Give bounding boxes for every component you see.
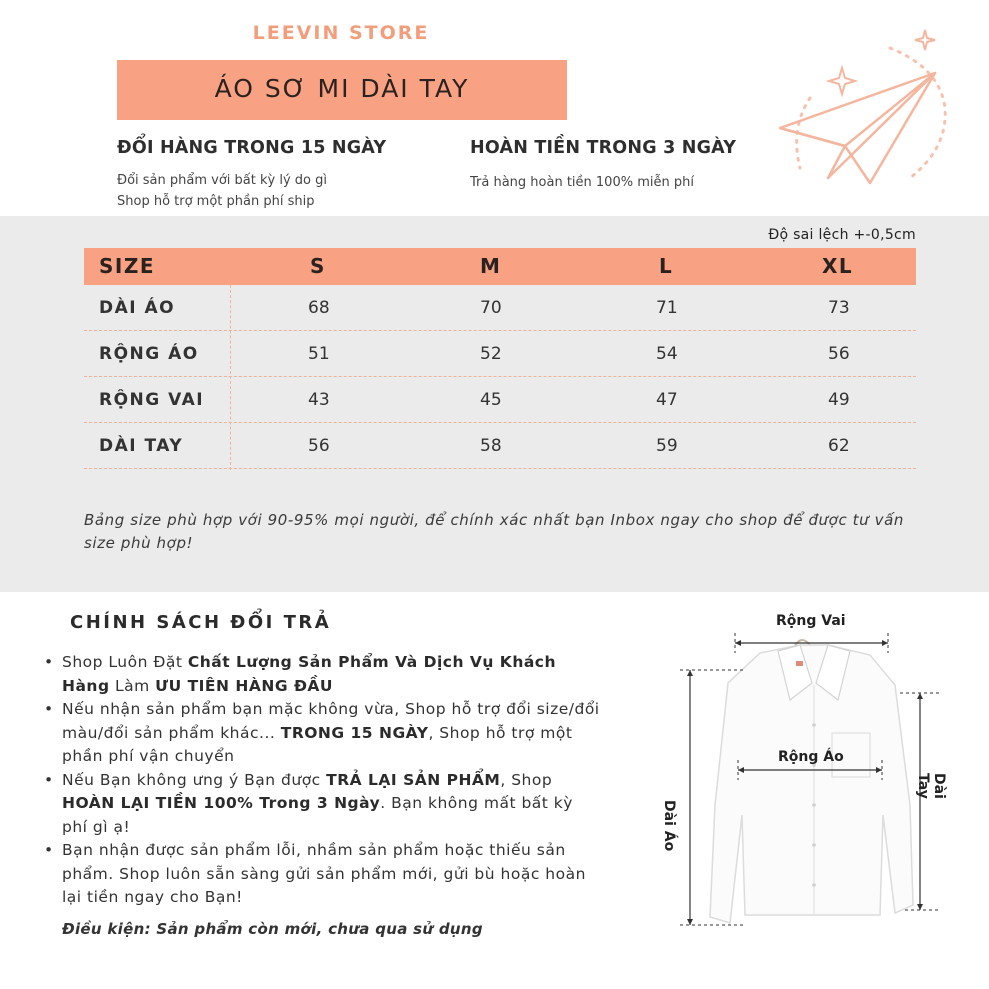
header-s: S [310, 254, 326, 278]
cell: 56 [828, 344, 850, 364]
cell: 70 [480, 298, 502, 318]
header-size: SIZE [99, 254, 156, 278]
exchange-policy-title: ĐỔI HÀNG TRONG 15 NGÀY [117, 138, 387, 158]
cell: 54 [656, 344, 678, 364]
chest-label: Rộng Áo [778, 749, 844, 765]
table-row [84, 331, 916, 377]
exchange-policy-line: Shop hỗ trợ một phần phí ship [117, 194, 315, 209]
text-bold: HOÀN LẠI TIỀN 100% Trong 3 Ngày [62, 794, 381, 812]
row-label: DÀI TAY [99, 436, 184, 456]
return-policy-title: CHÍNH SÁCH ĐỔI TRẢ [70, 612, 332, 633]
column-divider [230, 285, 231, 470]
cell: 68 [308, 298, 330, 318]
paper-plane-icon [770, 28, 970, 208]
cell: 62 [828, 436, 850, 456]
text: . Bạn không mất bất kỳ phí gì ạ! [62, 794, 573, 836]
list-item [62, 769, 602, 840]
list-item [62, 651, 602, 698]
cell: 58 [480, 436, 502, 456]
product-title: ÁO SƠ MI DÀI TAY [214, 74, 470, 103]
text-bold: TRONG 15 NGÀY [280, 723, 429, 742]
shirt-illustration [650, 605, 980, 935]
text: Làm [109, 676, 156, 695]
length-label: Dài Áo [661, 800, 677, 852]
text: Shop Luôn Đặt [62, 653, 188, 671]
exchange-policy-line: Đổi sản phẩm với bất kỳ lý do gì [117, 173, 327, 188]
cell: 45 [480, 390, 502, 410]
text: , Shop [500, 770, 553, 789]
cell: 71 [656, 298, 678, 318]
store-name: LEEVIN STORE [252, 22, 430, 44]
row-label: RỘNG ÁO [99, 344, 199, 364]
size-note: Bảng size phù hợp với 90-95% mọi người, để chính xác nhất bạn Inbox ngay cho shop để được tư vấn size phù hợp! [84, 511, 904, 552]
table-row [84, 423, 916, 469]
cell: 59 [656, 436, 678, 456]
star-icon [915, 30, 935, 50]
sleeve-label: Dài Tay [915, 773, 947, 799]
shirt-measurement-diagram [650, 605, 980, 935]
text-bold: Chất Lượng Sản Phẩm Và Dịch Vụ Khách Hàng [62, 653, 557, 695]
cell: 51 [308, 344, 330, 364]
product-title-banner [117, 60, 567, 120]
size-table [84, 248, 916, 469]
shoulder-label: Rộng Vai [776, 613, 846, 629]
refund-policy-desc [470, 172, 694, 193]
table-row [84, 285, 916, 331]
table-row [84, 377, 916, 423]
cell: 47 [656, 390, 678, 410]
text: , Shop hỗ trợ một phần phí vận chuyển [62, 723, 573, 765]
text: Bạn nhận được sản phẩm lỗi, nhầm sản phẩm hoặc thiếu sản phẩm. Shop luôn sẵn sàng gửi sản phẩm mới, gửi bù hoặc hoàn lại tiền ngay cho Bạn! [62, 841, 586, 906]
return-policy-list [62, 651, 602, 910]
star-icon [829, 68, 855, 94]
row-label: RỘNG VAI [99, 390, 205, 410]
refund-policy-title: HOÀN TIỀN TRONG 3 NGÀY [470, 138, 737, 158]
cell: 52 [480, 344, 502, 364]
header-m: M [480, 254, 502, 278]
list-item [62, 698, 602, 769]
cell: 43 [308, 390, 330, 410]
header-xl: XL [822, 254, 854, 278]
table-header [84, 248, 916, 285]
list-item [62, 839, 602, 910]
text-bold: TRẢ LẠI SẢN PHẨM [326, 770, 501, 789]
cell: 73 [828, 298, 850, 318]
cell: 49 [828, 390, 850, 410]
header-l: L [659, 254, 674, 278]
refund-policy-line: Trả hàng hoàn tiền 100% miễn phí [470, 175, 694, 190]
row-label: DÀI ÁO [99, 298, 176, 318]
exchange-policy-desc [117, 170, 327, 212]
text-bold: ƯU TIÊN HÀNG ĐẦU [155, 676, 334, 695]
text: Nếu nhận sản phẩm bạn mặc không vừa, Shop hỗ trợ đổi size/đổi màu/đổi sản phẩm khác... [62, 700, 600, 742]
cell: 56 [308, 436, 330, 456]
text: Nếu Bạn không ưng ý Bạn được [62, 770, 327, 789]
tolerance-note: Độ sai lệch +-0,5cm [768, 227, 916, 243]
condition-note: Điều kiện: Sản phẩm còn mới, chưa qua sử dụng [62, 920, 483, 938]
